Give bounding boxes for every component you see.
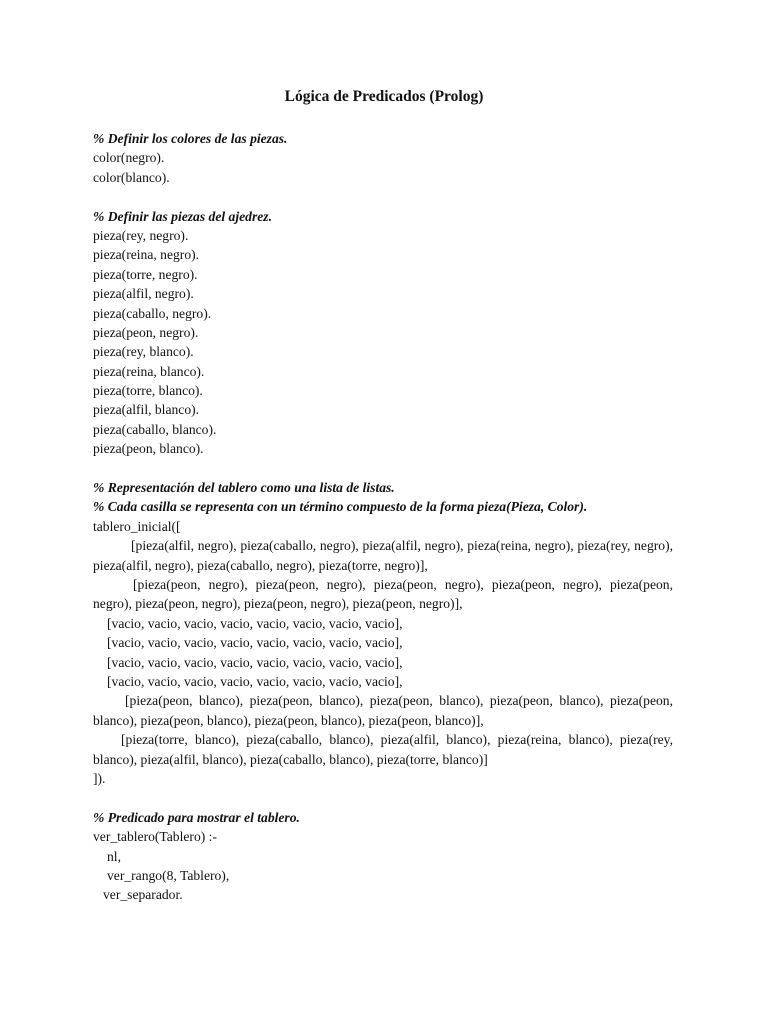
code-line: color(negro). (93, 150, 165, 166)
board-row-5: [vacio, vacio, vacio, vacio, vacio, vacio, vacio, vacio], (107, 654, 403, 670)
code-line-show-head: ver_tablero(Tablero) :- (93, 829, 217, 845)
code-line: pieza(rey, negro). (93, 227, 189, 243)
code-line: pieza(reina, negro). (93, 247, 200, 263)
document-title: Lógica de Predicados (Prolog) (284, 88, 484, 105)
code-line: pieza(alfil, negro). (93, 286, 194, 302)
board-row-1: [pieza(alfil, negro), pieza(caballo, negro), pieza(alfil, negro), pieza(reina, negro), pieza(rey, negro), pieza(alfil, negro), pieza(caballo, negro), pieza(torre, negro)], (93, 538, 673, 573)
code-line-board-open: tablero_inicial([ (93, 518, 181, 534)
code-line: color(blanco). (93, 169, 170, 185)
board-row-3: [vacio, vacio, vacio, vacio, vacio, vacio, vacio, vacio], (107, 615, 403, 631)
comment-board-2: % Cada casilla se representa con un término compuesto de la forma pieza(Pieza, Color). (93, 499, 588, 515)
code-line: pieza(torre, negro). (93, 266, 198, 282)
code-line: pieza(reina, blanco). (93, 363, 205, 379)
document-body (93, 129, 673, 905)
board-row-6: [vacio, vacio, vacio, vacio, vacio, vacio, vacio, vacio], (107, 674, 403, 689)
comment-colors: % Definir los colores de las piezas. (93, 131, 288, 146)
code-line: pieza(alfil, blanco). (93, 402, 200, 418)
board-row-2: [pieza(peon, negro), pieza(peon, negro), pieza(peon, negro), pieza(peon, negro), pieza(peon, negro), pieza(peon, negro), pieza(peon, negro), pieza(peon, negro)], (93, 577, 673, 612)
comment-pieces: % Definir las piezas del ajedrez. (93, 208, 272, 224)
comment-board-1: % Representación del tablero como una lista de listas. (93, 480, 395, 496)
board-row-4: [vacio, vacio, vacio, vacio, vacio, vacio, vacio, vacio], (107, 635, 403, 651)
code-line: pieza(rey, blanco). (93, 344, 194, 360)
blank-line (93, 788, 673, 807)
board-row-8: [pieza(torre, blanco), pieza(caballo, blanco), pieza(alfil, blanco), pieza(reina, blanco), pieza(rey, blanco), pieza(alfil, blanco), pieza(caballo, blanco), pieza(torre, blanco)] (93, 732, 673, 767)
blank-line (93, 187, 673, 206)
code-line-show-body: ver_separador. (103, 887, 183, 903)
comment-show: % Predicado para mostrar el tablero. (93, 809, 300, 825)
blank-line (93, 459, 673, 478)
code-line-board-close: ]). (93, 771, 106, 787)
code-line: pieza(peon, negro). (93, 324, 199, 340)
code-line: pieza(caballo, blanco). (93, 421, 217, 437)
board-row-7: [pieza(peon, blanco), pieza(peon, blanco), pieza(peon, blanco), pieza(peon, blanco), pieza(peon, blanco), pieza(peon, blanco), pieza(peon, blanco), pieza(peon, blanco)], (93, 693, 673, 728)
code-line: pieza(peon, blanco). (93, 441, 204, 457)
code-line: pieza(torre, blanco). (93, 383, 203, 399)
code-line: pieza(caballo, negro). (93, 305, 212, 321)
code-line-show-body: ver_rango(8, Tablero), (107, 867, 230, 883)
code-line-show-body: nl, (107, 848, 121, 864)
